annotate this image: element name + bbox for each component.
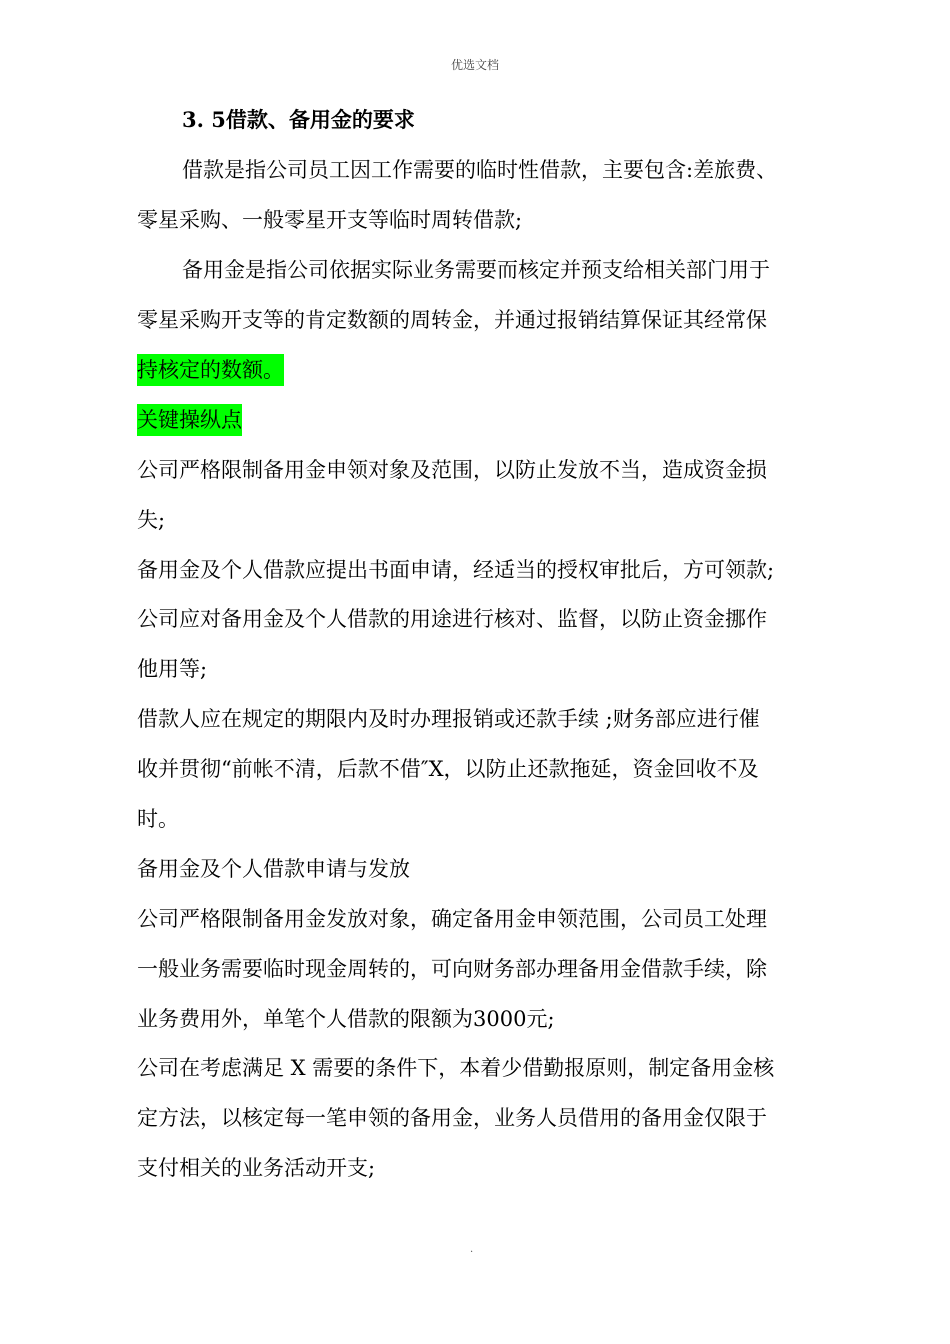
subheading-line: 备用金及个人借款申请与发放 [137, 857, 410, 881]
paragraph-line: 失; [137, 508, 166, 532]
paragraph-line: 业务费用外，单笔个人借款的限额为3000元; [137, 1007, 555, 1031]
page-footer-mark: . [470, 1244, 474, 1255]
paragraph-line: 收并贯彻“前帐不清，后款不借″X，以防止还款拖延，资金回收不及 [137, 757, 759, 781]
paragraph-line: 借款人应在规定的期限内及时办理报销或还款手续 ;财务部应进行催 [137, 707, 760, 731]
paragraph-line: 公司严格限制备用金发放对象，确定备用金申领范围，公司员工处理 [137, 907, 767, 931]
paragraph-line: 备用金及个人借款应提出书面申请，经适当的授权审批后，方可领款; [137, 558, 775, 582]
key-control-heading: 关键操纵点 [137, 404, 242, 436]
paragraph-line: 零星采购开支等的肯定数额的周转金，并通过报销结算保证其经常保 [137, 308, 767, 332]
paragraph-line: 借款是指公司员工因工作需要的临时性借款，主要包含:差旅费、 [182, 158, 778, 182]
section-title: 3. 5借款、备用金的要求 [182, 107, 415, 132]
paragraph-line: 支付相关的业务活动开支; [137, 1156, 376, 1180]
paragraph-line: 公司在考虑满足 X 需要的条件下，本着少借勤报原则，制定备用金核 [137, 1056, 775, 1080]
paragraph-line: 定方法，以核定每一笔申领的备用金，业务人员借用的备用金仅限于 [137, 1106, 767, 1130]
page-header: 优选文档 [450, 58, 499, 72]
paragraph-line: 零星采购、一般零星开支等临时周转借款; [137, 208, 523, 232]
paragraph-line: 备用金是指公司依据实际业务需要而核定并预支给相关部门用于 [182, 258, 770, 282]
paragraph-line: 公司严格限制备用金申领对象及范围，以防止发放不当，造成资金损 [137, 458, 767, 482]
paragraph-line: 时。 [137, 807, 179, 831]
paragraph-line: 他用等; [137, 657, 208, 681]
paragraph-line: 一般业务需要临时现金周转的，可向财务部办理备用金借款手续，除 [137, 957, 767, 981]
paragraph-line: 公司应对备用金及个人借款的用途进行核对、监督，以防止资金挪作 [137, 607, 767, 631]
highlighted-line: 持核定的数额。 [137, 354, 284, 386]
